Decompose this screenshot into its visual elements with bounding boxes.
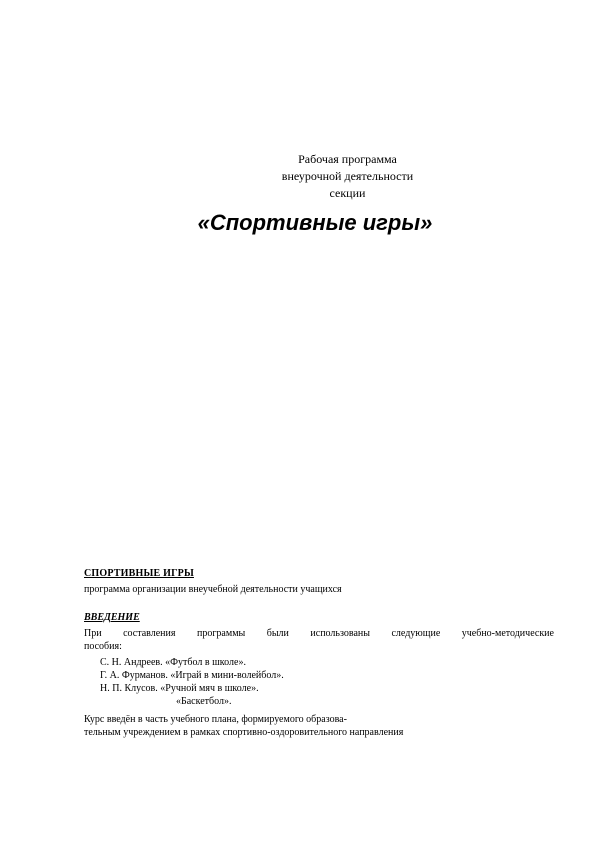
course-line: тельным учреждением в рамках спортивно-оздоровительного направления [84, 727, 404, 738]
word: учебно-методические [461, 628, 554, 639]
main-title: «Спортивные игры» [197, 210, 433, 235]
reference-item: Н. П. Клусов. «Ручной мяч в школе». [100, 683, 259, 694]
intro-paragraph-line1 [84, 627, 554, 640]
title-block [240, 151, 455, 202]
word: следующие [391, 628, 441, 639]
reference-item: Г. А. Фурманов. «Играй в мини-волейбол». [100, 670, 284, 681]
reference-item: «Баскетбол». [176, 696, 232, 707]
word: были [266, 628, 289, 639]
reference-item: С. Н. Андреев. «Футбол в школе». [100, 657, 246, 668]
word: программы [196, 628, 246, 639]
title-line-activity: внеурочной деятельности [281, 169, 414, 183]
intro-paragraph-line2: пособия: [84, 641, 122, 652]
word: При [84, 628, 102, 639]
course-paragraph [84, 713, 554, 739]
intro-paragraph [84, 627, 554, 653]
word: составления [123, 628, 176, 639]
section-subheading: программа организации внеучебной деятельности учащихся [84, 584, 342, 595]
title-line-program: Рабочая программа [298, 152, 397, 166]
reference-list [100, 656, 500, 708]
intro-heading: ВВЕДЕНИЕ [84, 612, 140, 623]
word: использованы [310, 628, 370, 639]
section-heading: СПОРТИВНЫЕ ИГРЫ [84, 568, 194, 579]
title-line-section: секции [329, 186, 366, 200]
course-line: Курс введён в часть учебного плана, формируемого образова- [84, 714, 347, 725]
